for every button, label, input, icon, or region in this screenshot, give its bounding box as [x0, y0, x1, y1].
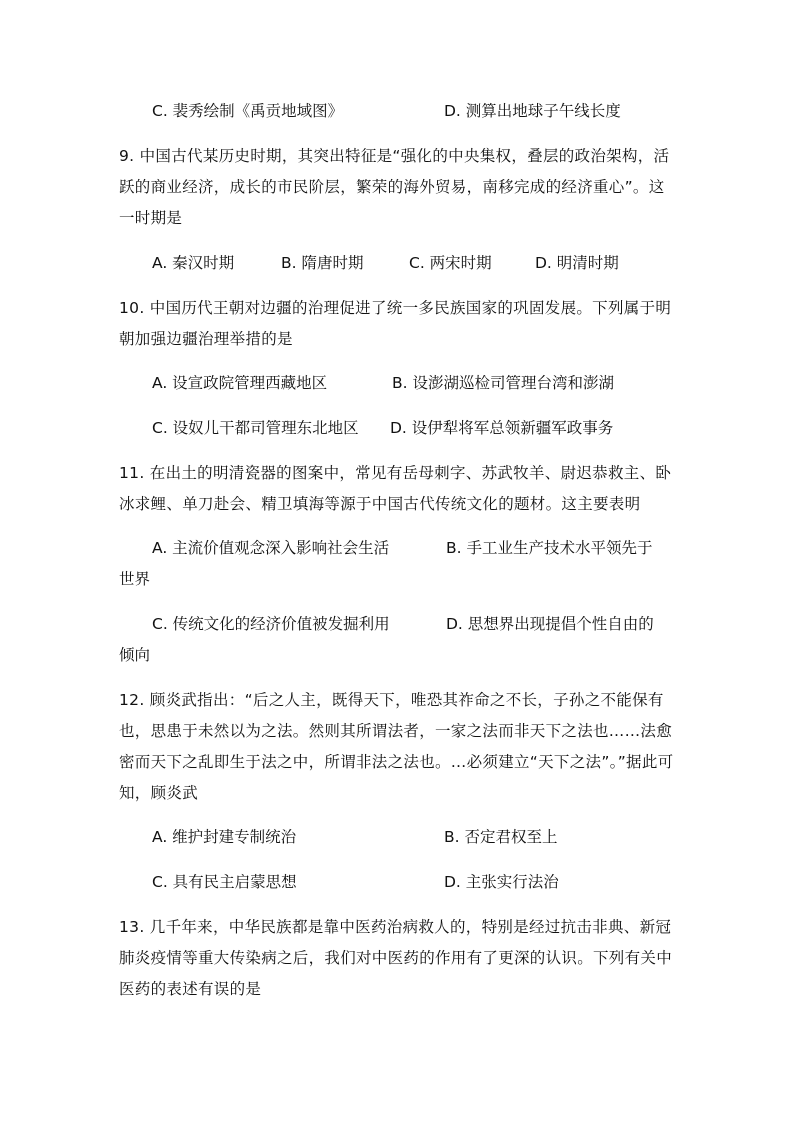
q10-stem: 10. 中国历代王朝对边疆的治理促进了统一多民族国家的巩固发展。下列属于明朝加强边疆治理举措的是: [119, 299, 672, 348]
q11-stem: 11. 在出土的明清瓷器的图案中，常见有岳母刺字、苏武牧羊、尉迟恭救主、卧冰求鲤、单刀赴会、精卫填海等源于中国古代传统文化的题材。这主要表明: [119, 464, 672, 513]
q11-option-a: A. 主流价值观念深入影响社会生活: [152, 539, 390, 557]
q12-option-a: A. 维护封建专制统治: [152, 828, 297, 846]
q10-option-a: A. 设宣政院管理西藏地区: [152, 374, 328, 392]
q8-option-c: C. 裴秀绘制《禹贡地域图》: [152, 102, 344, 120]
q10-option-b: B. 设澎湖巡检司管理台湾和澎湖: [392, 374, 614, 392]
q9-stem: 9. 中国古代某历史时期，其突出特征是“强化的中央集权，叠层的政治架构，活跃的商业经济，成长的市民阶层，繁荣的海外贸易，南移完成的经济重心”。这一时期是: [119, 147, 670, 227]
q11-option-c: C. 传统文化的经济价值被发掘利用: [152, 615, 390, 633]
q11-option-b-wrap: 世界: [119, 570, 151, 588]
q9-option-b: B. 隋唐时期: [281, 254, 364, 272]
q9-option-c: C. 两宋时期: [409, 254, 492, 272]
q8-option-d: D. 测算出地球子午线长度: [444, 102, 621, 120]
q10-option-d: D. 设伊犁将军总领新疆军政事务: [390, 419, 614, 437]
q11-option-d-wrap: 倾向: [119, 646, 151, 664]
q12-option-b: B. 否定君权至上: [444, 828, 558, 846]
q9-option-d: D. 明清时期: [535, 254, 619, 272]
q11-option-d: D. 思想界出现提倡个性自由的: [446, 615, 654, 633]
q12-option-d: D. 主张实行法治: [444, 873, 559, 891]
q13-stem: 13. 几千年来，中华民族都是靠中医药治病救人的，特别是经过抗击非典、新冠肺炎疫情等重大传染病之后，我们对中医药的作用有了更深的认识。下列有关中医药的表述有误的是: [119, 918, 673, 998]
q12-option-c: C. 具有民主启蒙思想: [152, 873, 297, 891]
q9-option-a: A. 秦汉时期: [152, 254, 235, 272]
q10-option-c: C. 设奴儿干都司管理东北地区: [152, 419, 359, 437]
q11-option-b: B. 手工业生产技术水平领先于: [446, 539, 653, 557]
q12-stem: 12. 顾炎武指出：“后之人主，既得天下，唯恐其祚命之不长，子孙之不能保有也，思患于未然以为之法。然则其所谓法者，一家之法而非天下之法也……法愈密而天下之乱即生于法之中，所谓非法之法也。…必须建立“天下之法”。”据此可知，顾炎武: [119, 691, 674, 802]
